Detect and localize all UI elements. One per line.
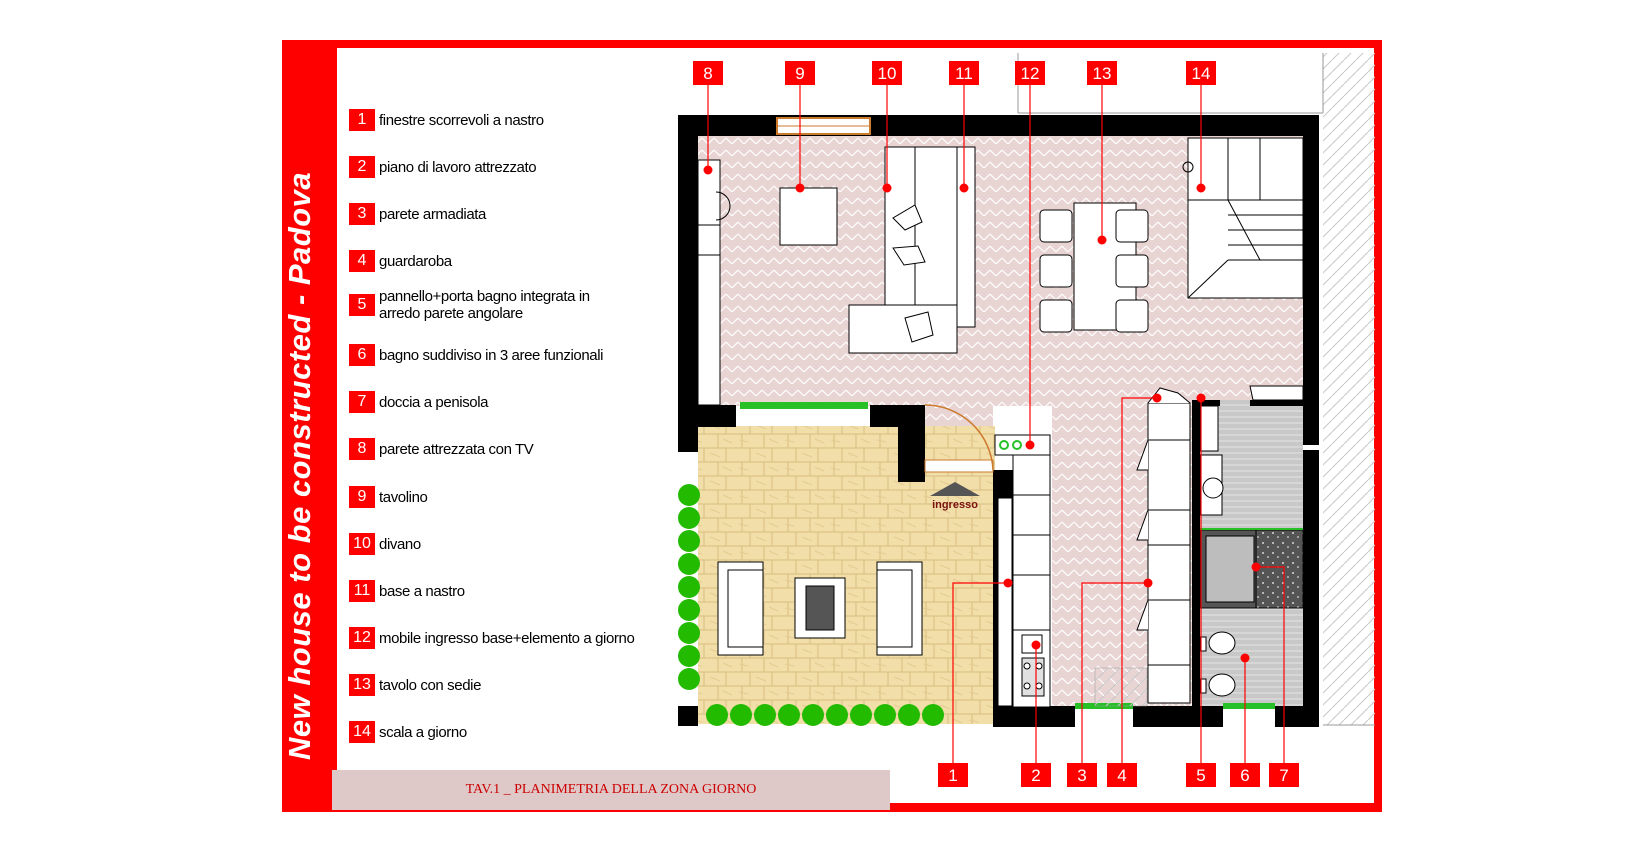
- legend-number: 11: [349, 580, 375, 602]
- legend-number: 13: [349, 674, 375, 696]
- number-tag: 3: [1077, 766, 1087, 785]
- caption: TAV.1 _ PLANIMETRIA DELLA ZONA GIORNO: [332, 770, 890, 810]
- number-tag: 7: [1279, 766, 1289, 785]
- legend-text: pannello+porta bagno integrata in arredo parete angolare: [379, 288, 590, 322]
- window-1: [740, 402, 868, 409]
- legend-item: [349, 390, 488, 414]
- legend-number: 6: [349, 344, 375, 366]
- legend-item: [349, 485, 428, 509]
- legend-item: [349, 343, 603, 367]
- legend-text: bagno suddiviso in 3 aree funzionali: [379, 346, 604, 364]
- legend-text: doccia a penisola: [379, 393, 489, 411]
- base-unit-strip: [957, 147, 975, 327]
- legend-item: [349, 437, 533, 461]
- legend-item: [349, 532, 421, 556]
- number-tag: 13: [1092, 64, 1112, 83]
- legend-item: [349, 288, 619, 322]
- tv-wall-unit: [698, 160, 720, 405]
- legend-number: 1: [349, 109, 375, 131]
- legend-number: 9: [349, 486, 375, 508]
- legend-text: base a nastro: [379, 582, 465, 600]
- legend-item: [349, 626, 634, 650]
- legend-text: divano: [379, 535, 421, 553]
- legend-number: 7: [349, 391, 375, 413]
- sheet-title: New house to be constructed - Padova: [282, 171, 317, 760]
- legend-text: scala a giorno: [379, 723, 467, 741]
- legend-text: mobile ingresso base+elemento a giorno: [379, 629, 635, 647]
- legend-number: 4: [349, 250, 375, 272]
- number-tag: 14: [1191, 64, 1211, 83]
- legend-number: 12: [349, 627, 375, 649]
- legend-text: tavolino: [379, 488, 428, 506]
- legend-number: 3: [349, 203, 375, 225]
- hatched-closet: [1095, 668, 1147, 706]
- legend-item: [349, 720, 467, 744]
- number-tag: 2: [1031, 766, 1041, 785]
- legend-number: 10: [349, 533, 375, 555]
- legend-number: 5: [349, 294, 375, 316]
- legend-number: 2: [349, 156, 375, 178]
- number-tag: 5: [1196, 766, 1206, 785]
- legend-text: parete attrezzata con TV: [379, 440, 534, 458]
- number-tag: 8: [703, 64, 713, 83]
- legend-text: guardaroba: [379, 252, 452, 270]
- number-tag: 4: [1117, 766, 1127, 785]
- legend-text: finestre scorrevoli a nastro: [379, 111, 544, 129]
- legend-item: [349, 108, 544, 132]
- entrance-label: ingresso: [932, 499, 978, 511]
- window-3: [1223, 703, 1275, 709]
- coffee-table: [780, 188, 837, 245]
- legend-item: [349, 155, 536, 179]
- legend-text: parete armadiata: [379, 205, 487, 223]
- number-tag: 12: [1020, 64, 1040, 83]
- number-tag: 1: [948, 766, 958, 785]
- legend-item: [349, 579, 465, 603]
- number-tag: 11: [955, 64, 973, 83]
- legend-item: [349, 202, 486, 226]
- legend-item: [349, 249, 452, 273]
- outside-hatch: [1323, 53, 1375, 725]
- dining-table: [1040, 203, 1148, 332]
- legend-number: 14: [349, 721, 375, 743]
- number-tag: 10: [877, 64, 897, 83]
- legend-text: tavolo con sedie: [379, 676, 482, 694]
- legend-item: [349, 673, 481, 697]
- number-tag: 9: [795, 64, 805, 83]
- legend-number: 8: [349, 438, 375, 460]
- number-tag: 6: [1240, 766, 1250, 785]
- legend-text: piano di lavoro attrezzato: [379, 158, 537, 176]
